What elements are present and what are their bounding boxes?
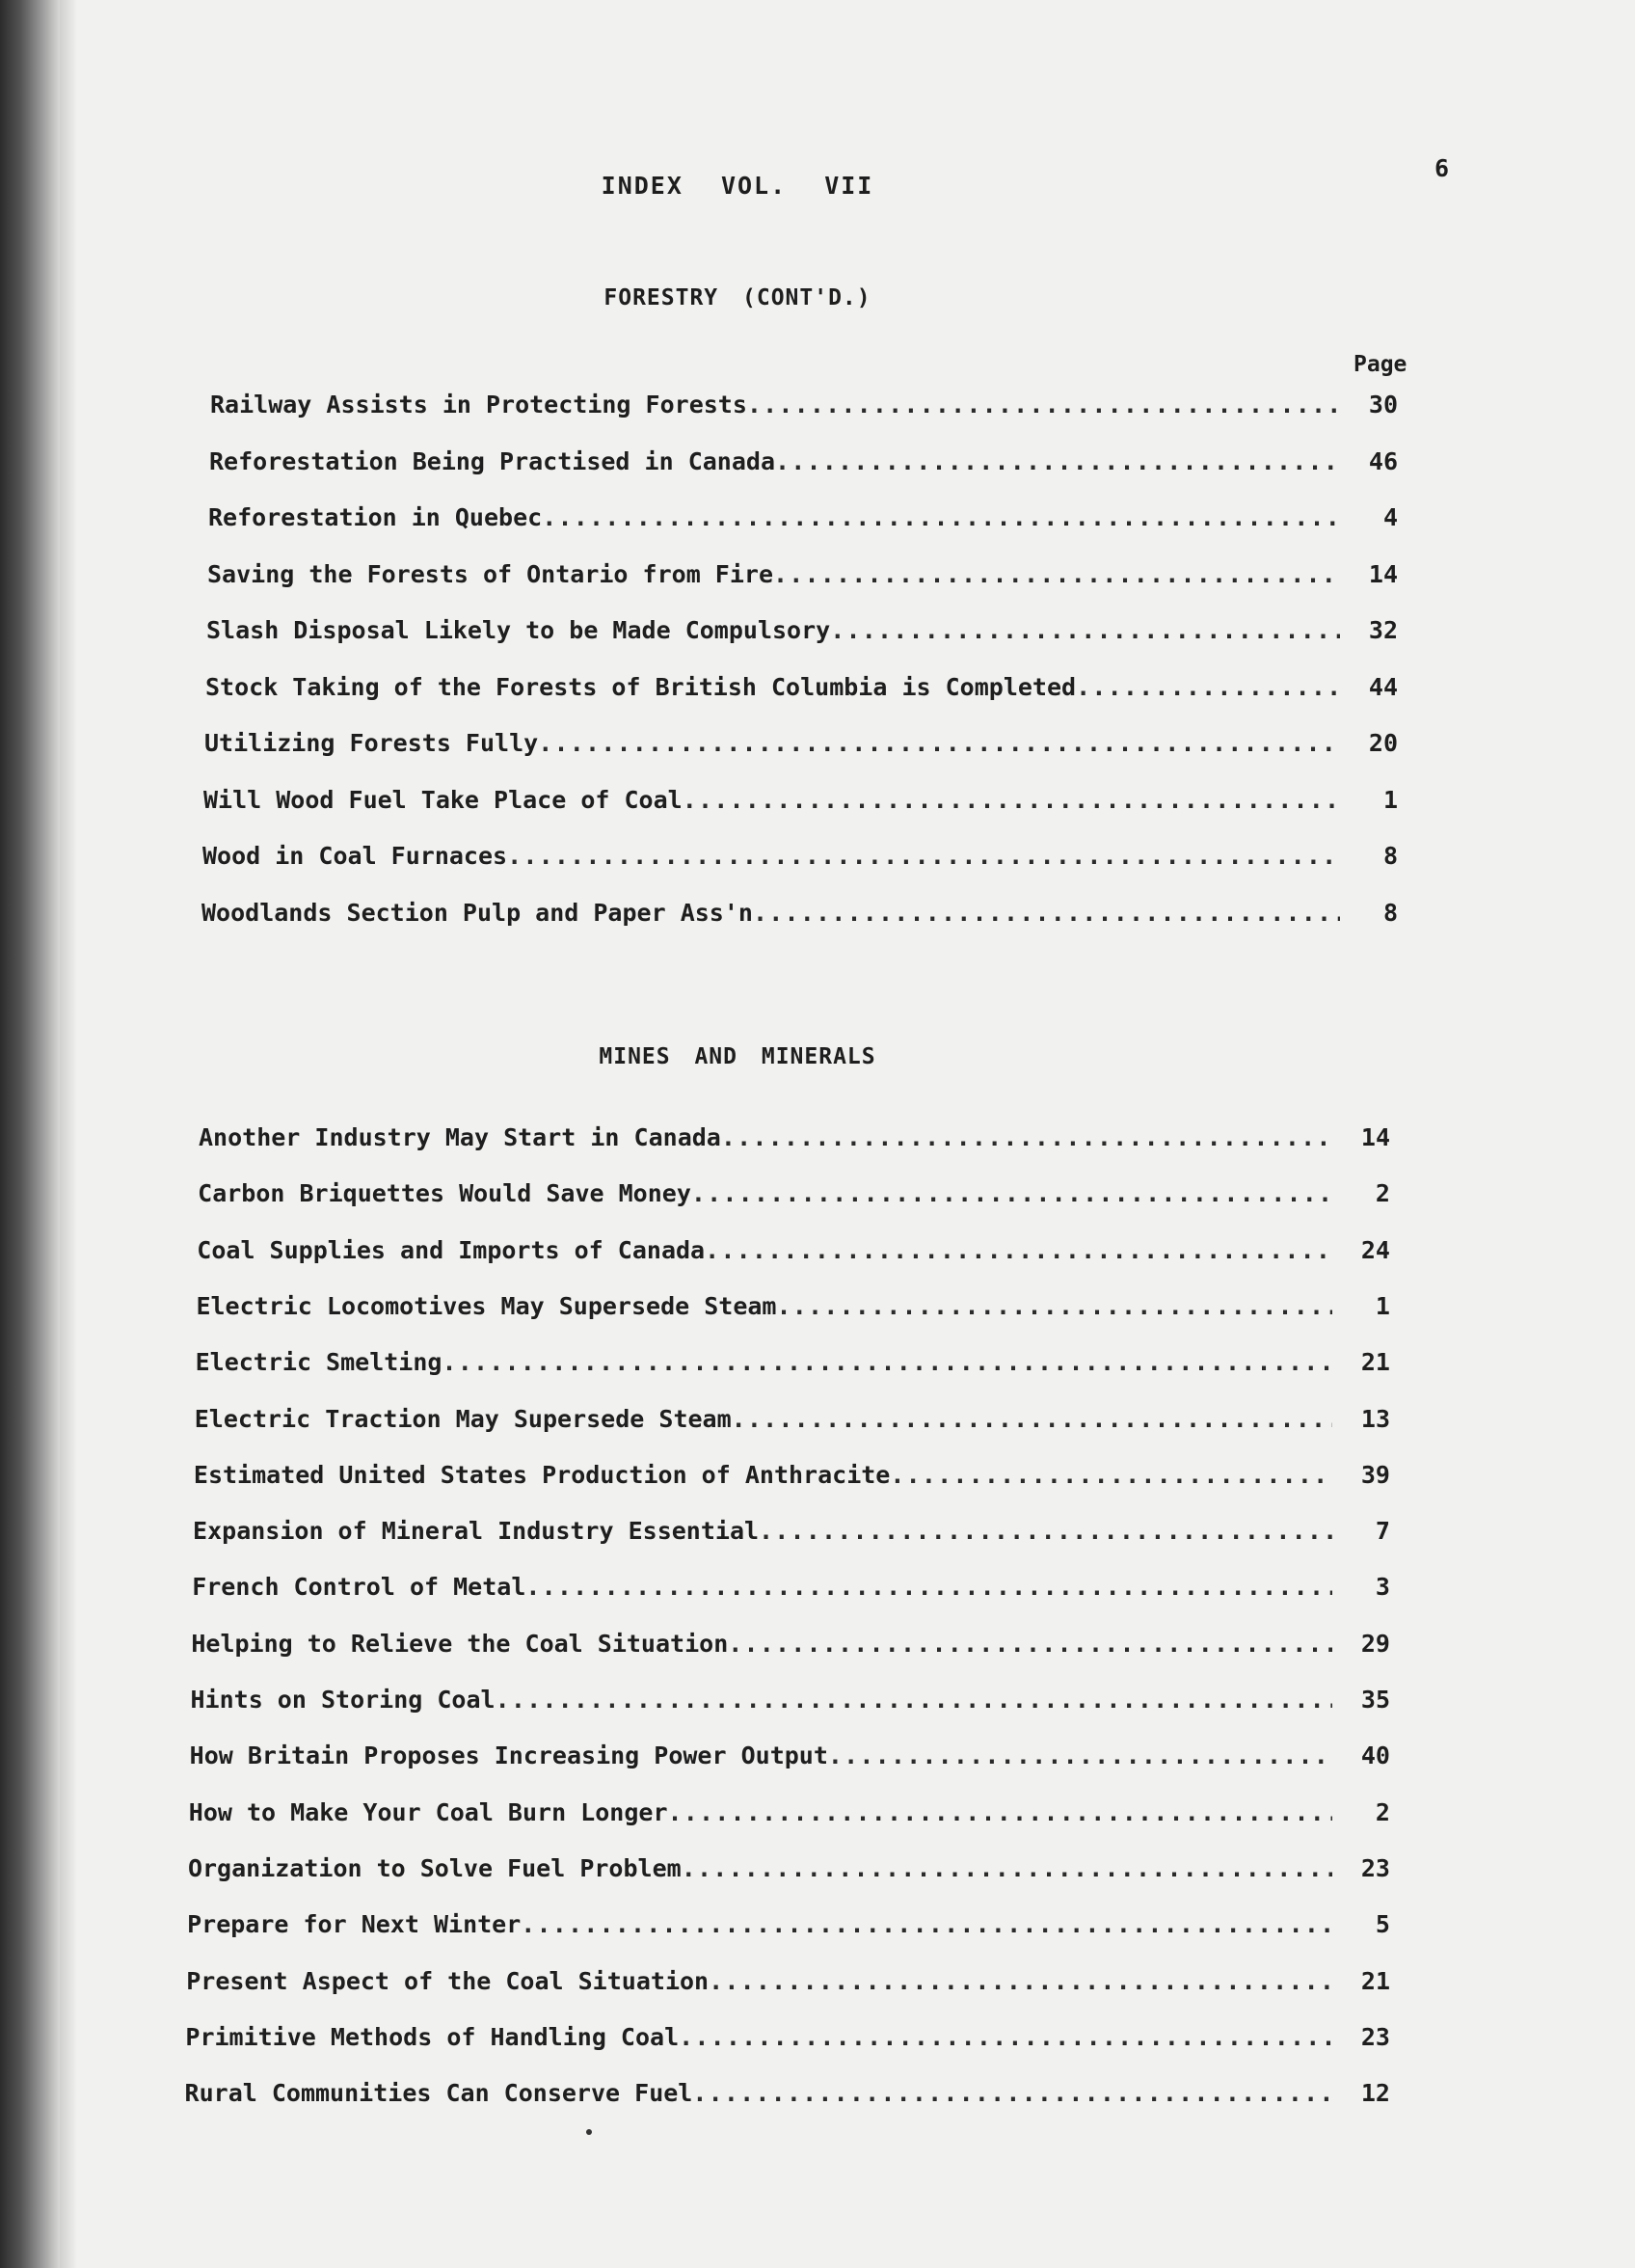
entry-page-number: 39 [1360, 1460, 1390, 1489]
dot-leader [830, 616, 1340, 644]
dot-leader [759, 1517, 1332, 1545]
entry-page-number: 14 [1368, 559, 1398, 588]
entry-page-number: 2 [1375, 1179, 1390, 1208]
dot-leader [538, 729, 1340, 757]
index-entry [210, 391, 1398, 418]
index-entry [185, 2079, 1390, 2107]
index-entry [201, 899, 1398, 927]
index-entry [207, 560, 1398, 588]
entry-title: Rural Communities Can Conserve Fuel [184, 2079, 693, 2108]
entry-page-number: 4 [1382, 503, 1398, 531]
entry-page-number: 40 [1360, 1742, 1390, 1770]
entry-page-number: 44 [1368, 672, 1398, 701]
entry-title: Railway Assists in Protecting Forests [210, 391, 747, 418]
dot-leader [1076, 673, 1340, 701]
dot-leader [777, 1292, 1332, 1320]
dot-leader [525, 1573, 1332, 1601]
index-entry [196, 1292, 1390, 1320]
entry-page-number: 30 [1368, 391, 1398, 418]
index-entry [194, 1461, 1390, 1489]
entry-title: How Britain Proposes Increasing Power Output [189, 1742, 828, 1770]
entry-title: Stock Taking of the Forests of British Columbia is Completed [205, 672, 1077, 701]
entry-title: Present Aspect of the Coal Situation [186, 1966, 710, 1995]
index-entry [206, 616, 1398, 644]
entry-page-number: 13 [1360, 1404, 1390, 1433]
page-header: INDEX VOL. VII [601, 172, 874, 200]
entry-page-number: 35 [1360, 1686, 1390, 1714]
entry-page-number: 8 [1382, 842, 1398, 870]
dot-leader [679, 2023, 1332, 2051]
index-entry [209, 447, 1398, 475]
dot-leader [692, 2079, 1332, 2107]
index-entry [189, 1798, 1390, 1826]
dot-leader [721, 1123, 1332, 1151]
page-column-label: Page [1354, 352, 1407, 377]
index-entry [199, 1123, 1390, 1151]
dot-leader [709, 1967, 1332, 1995]
index-entry [193, 1517, 1390, 1545]
index-entry [196, 1348, 1390, 1376]
entry-title: Wood in Coal Furnaces [202, 842, 508, 870]
entry-page-number: 7 [1375, 1517, 1390, 1546]
index-entry [197, 1236, 1390, 1264]
entry-page-number: 21 [1360, 1348, 1390, 1377]
entry-title: Estimated United States Production of Anthracite [193, 1460, 891, 1489]
dot-leader [890, 1461, 1332, 1489]
index-entry [195, 1405, 1390, 1433]
entry-title: Reforestation Being Practised in Canada [209, 446, 775, 475]
entry-title: Woodlands Section Pulp and Paper Ass'n [201, 898, 753, 927]
index-entry [191, 1630, 1390, 1658]
dot-leader [775, 447, 1340, 475]
dot-leader [732, 1405, 1332, 1433]
entry-page-number: 1 [1375, 1291, 1390, 1320]
index-entry [202, 842, 1398, 870]
ink-speck [586, 2129, 592, 2135]
entry-title: French Control of Metal [192, 1573, 526, 1602]
dot-leader [668, 1798, 1332, 1826]
index-entry [188, 1854, 1390, 1882]
entry-title: Expansion of Mineral Industry Essential [193, 1517, 760, 1546]
entry-page-number: 23 [1360, 2022, 1390, 2051]
entry-page-number: 46 [1368, 446, 1398, 475]
index-entry [187, 1910, 1390, 1938]
dot-leader [691, 1179, 1332, 1207]
entry-title: Primitive Methods of Handling Coal [185, 2022, 680, 2051]
entry-title: Slash Disposal Likely to be Made Compulsory [206, 616, 831, 644]
entry-title: Carbon Briquettes Would Save Money [198, 1179, 691, 1208]
entry-page-number: 12 [1360, 2079, 1390, 2108]
entry-page-number: 2 [1375, 1797, 1390, 1826]
page-number: 6 [1434, 154, 1450, 182]
index-entry [191, 1686, 1391, 1714]
dot-leader [705, 1236, 1332, 1264]
dot-leader [496, 1686, 1332, 1714]
entry-page-number: 32 [1368, 616, 1398, 644]
entry-title: Helping to Relieve the Coal Situation [191, 1629, 729, 1658]
entry-title: Saving the Forests of Ontario from Fire [207, 559, 773, 588]
entry-title: Hints on Storing Coal [190, 1686, 496, 1714]
entry-page-number: 5 [1375, 1910, 1390, 1939]
dot-leader [683, 786, 1340, 814]
entry-title: Electric Locomotives May Supersede Steam [196, 1291, 777, 1320]
dot-leader [442, 1348, 1332, 1376]
index-entry [204, 729, 1398, 757]
index-entry [185, 2023, 1390, 2051]
entry-page-number: 29 [1360, 1629, 1390, 1658]
entry-title: Utilizing Forests Fully [204, 729, 539, 757]
entry-page-number: 3 [1375, 1573, 1390, 1602]
index-entry [208, 503, 1398, 531]
entry-title: Coal Supplies and Imports of Canada [197, 1235, 706, 1264]
page-edge [60, 0, 77, 2268]
entry-page-number: 14 [1360, 1123, 1390, 1151]
index-entry [190, 1742, 1390, 1769]
entry-page-number: 20 [1368, 729, 1398, 757]
dot-leader [773, 560, 1340, 588]
index-entry [203, 786, 1398, 814]
dot-leader [682, 1854, 1332, 1882]
entry-page-number: 1 [1382, 785, 1398, 814]
entry-title: Electric Traction May Supersede Steam [194, 1404, 732, 1433]
binding-shadow [0, 0, 60, 2268]
entry-page-number: 24 [1360, 1235, 1390, 1264]
dot-leader [542, 503, 1340, 531]
index-entry [205, 673, 1398, 701]
entry-title: Will Wood Fuel Take Place of Coal [203, 785, 683, 814]
section-title-forestry: FORESTRY (CONT'D.) [603, 285, 871, 310]
index-entry [198, 1179, 1390, 1207]
dot-leader [828, 1742, 1332, 1769]
entry-page-number: 8 [1382, 898, 1398, 927]
entry-title: Reforestation in Quebec [208, 503, 543, 531]
section-title-mines: MINES AND MINERALS [599, 1044, 876, 1069]
entry-title: Electric Smelting [195, 1348, 442, 1377]
dot-leader [747, 391, 1340, 418]
entry-page-number: 21 [1360, 1966, 1390, 1995]
dot-leader [507, 842, 1340, 870]
entry-title: Prepare for Next Winter [187, 1910, 522, 1939]
dot-leader [728, 1630, 1332, 1658]
index-entry [186, 1967, 1390, 1995]
dot-leader [521, 1910, 1332, 1938]
dot-leader [753, 899, 1340, 927]
entry-title: How to Make Your Coal Burn Longer [188, 1797, 668, 1826]
index-entry [192, 1573, 1390, 1601]
entry-page-number: 23 [1360, 1853, 1390, 1882]
entry-title: Another Industry May Start in Canada [199, 1123, 721, 1151]
entry-title: Organization to Solve Fuel Problem [187, 1853, 682, 1882]
